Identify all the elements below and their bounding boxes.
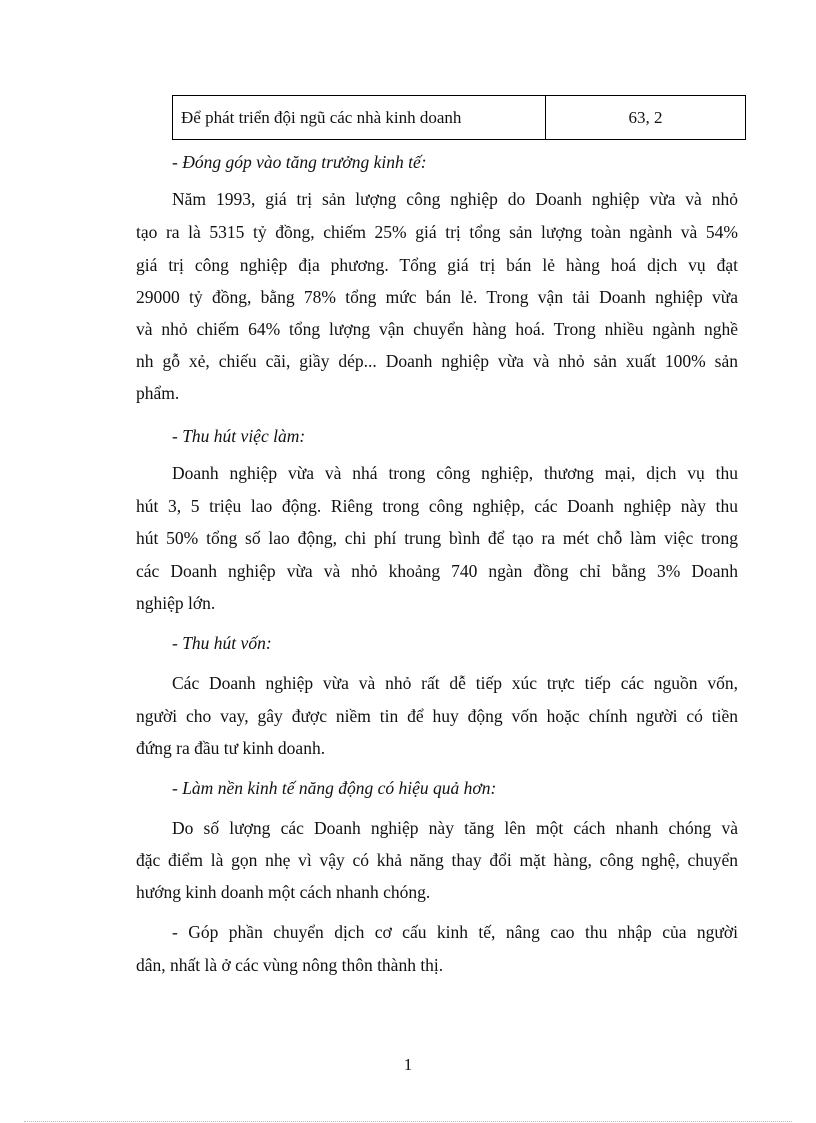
table-cell-label: Để phát triển đội ngũ các nhà kinh doanh: [173, 96, 546, 139]
paragraph-line: người cho vay, gây được niềm tin để huy động vốn hoặc chính người có tiền: [136, 706, 738, 726]
paragraph-line: nghiệp lớn.: [136, 593, 216, 613]
paragraph-line: và nhỏ chiếm 64% tổng lượng vận chuyển hàng hoá. Trong nhiều ngành nghề: [136, 319, 738, 339]
section-heading-dynamic: - Làm nền kinh tế năng động có hiệu quả hơn:: [172, 778, 497, 798]
paragraph-line: Năm 1993, giá trị sản lượng công nghiệp do Doanh nghiệp vừa và nhỏ: [172, 189, 738, 209]
paragraph-line: Doanh nghiệp vừa và nhá trong công nghiệp, thương mại, dịch vụ thu: [172, 463, 738, 483]
table-cell-value: 63, 2: [628, 107, 663, 127]
paragraph-line: Các Doanh nghiệp vừa và nhỏ rất dễ tiếp xúc trực tiếp các nguồn vốn,: [172, 673, 738, 693]
section-heading-growth: - Đóng góp vào tăng trưởng kinh tế:: [172, 152, 427, 172]
paragraph-line: phẩm.: [136, 383, 180, 403]
paragraph-line: dân, nhất là ở các vùng nông thôn thành thị.: [136, 955, 444, 975]
page-number: 1: [403, 1055, 413, 1074]
paragraph-line: hướng kinh doanh một cách nhanh chóng.: [136, 882, 431, 902]
section-heading-capital: - Thu hút vốn:: [172, 633, 272, 653]
paragraph-line: nh gỗ xẻ, chiếu cãi, giầy dép... Doanh nghiệp vừa và nhỏ sản xuất 100% sản: [136, 351, 738, 371]
paragraph-line: tạo ra là 5315 tỷ đồng, chiếm 25% giá trị tổng sản lượng toàn ngành và 54%: [136, 222, 738, 242]
paragraph-line: - Góp phần chuyển dịch cơ cấu kinh tế, nâng cao thu nhập của người: [172, 922, 738, 942]
paragraph-line: đặc điểm là gọn nhẹ vì vậy có khả năng thay đổi mặt hàng, công nghệ, chuyển: [136, 850, 738, 870]
paragraph-line: các Doanh nghiệp vừa và nhỏ khoảng 740 ngàn đồng chỉ bằng 3% Doanh: [136, 561, 738, 581]
paragraph-line: đứng ra đầu tư kinh doanh.: [136, 738, 326, 758]
section-heading-jobs: - Thu hút việc làm:: [172, 426, 306, 446]
data-table: [172, 95, 746, 140]
paragraph-line: hút 50% tổng số lao động, chi phí trung bình để tạo ra mét chỗ làm việc trong: [136, 528, 738, 548]
paragraph-line: hút 3, 5 triệu lao động. Riêng trong công nghiệp, các Doanh nghiệp này thu: [136, 496, 738, 516]
paragraph-line: Do số lượng các Doanh nghiệp này tăng lên một cách nhanh chóng và: [172, 818, 738, 838]
paragraph-line: giá trị công nghiệp địa phương. Tổng giá trị bán lẻ hàng hoá dịch vụ đạt: [136, 255, 738, 275]
footer-divider: [24, 1121, 792, 1122]
paragraph-line: 29000 tỷ đồng, bằng 78% tổng mức bán lẻ. Trong vận tải Doanh nghiệp vừa: [136, 287, 738, 307]
